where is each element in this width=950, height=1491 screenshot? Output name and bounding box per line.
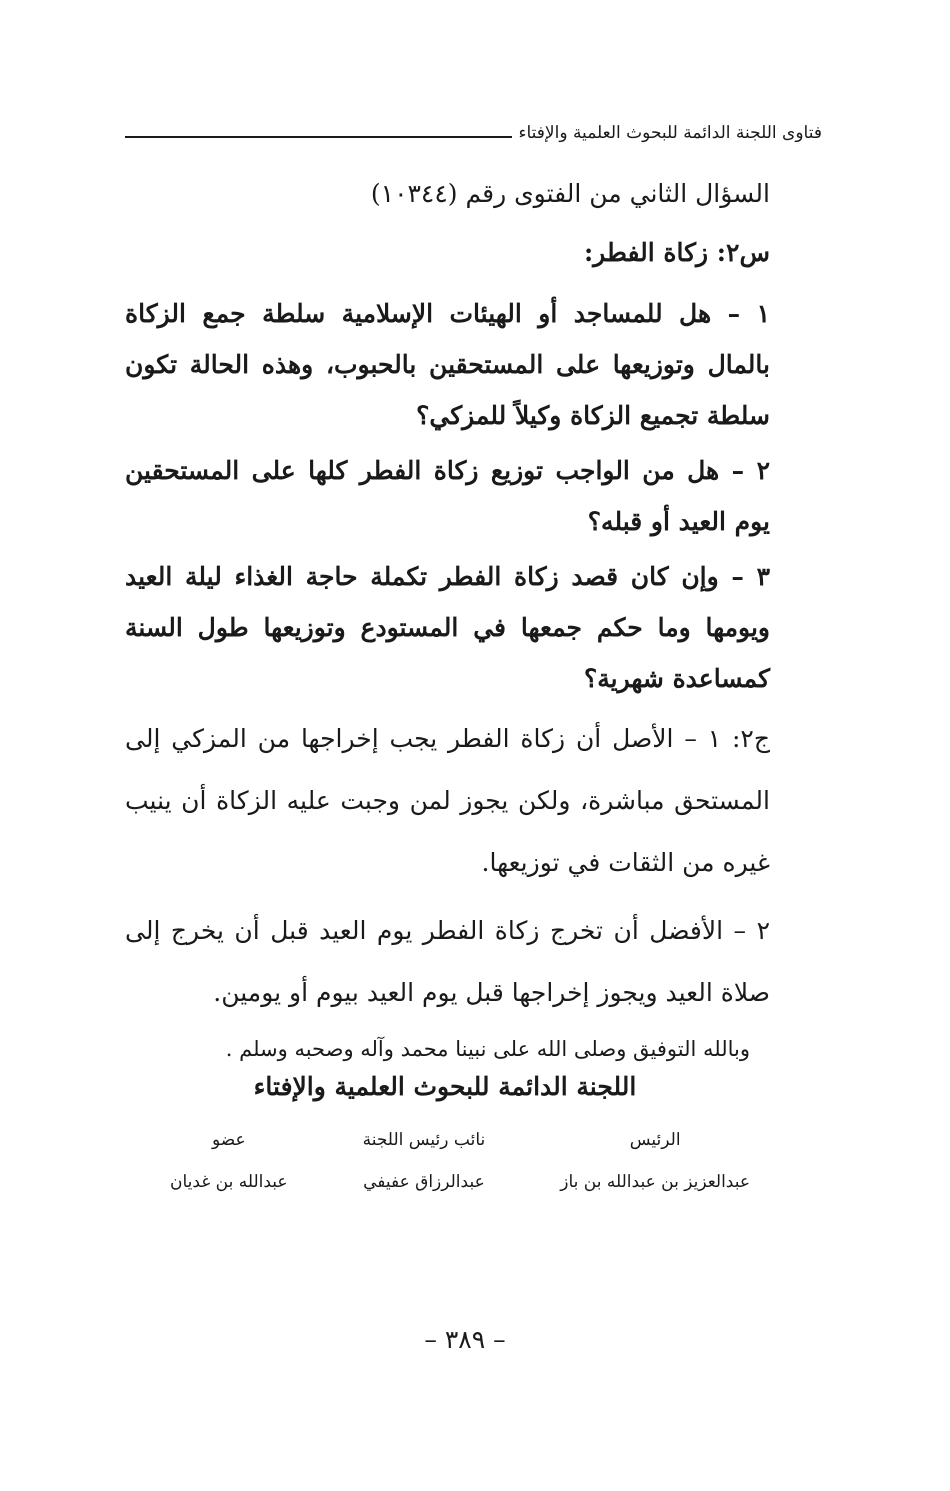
signature-member xyxy=(170,1130,288,1192)
fatwa-body xyxy=(125,168,770,1074)
answer-block xyxy=(125,708,770,1024)
answer-2: ٢ – الأفضل أن تخرج زكاة الفطر يوم العيد قبل أن يخرج إلى صلاة العيد ويجوز إخراجها قبل يوم العيد بيوم أو يومين. xyxy=(125,916,770,1007)
question-2: ٢ – هل من الواجب توزيع زكاة الفطر كلها على المستحقين يوم العيد أو قبله؟ xyxy=(125,456,770,536)
signature-role: الرئيس xyxy=(629,1130,681,1150)
header-rule xyxy=(125,136,512,138)
signature-role: نائب رئيس اللجنة xyxy=(362,1130,486,1150)
page-number: – ٣٨٩ – xyxy=(424,1325,506,1354)
signature-president xyxy=(560,1130,750,1192)
signature-name: عبدالله بن غديان xyxy=(170,1172,288,1192)
header-title: فتاوى اللجنة الدائمة للبحوث العلمية والإفتاء xyxy=(518,123,822,143)
fatwa-intro: السؤال الثاني من الفتوى رقم (١٠٣٤٤) xyxy=(370,179,770,208)
running-header xyxy=(125,112,822,142)
answer-1: ج٢: ١ – الأصل أن زكاة الفطر يجب إخراجها من المزكي إلى المستحق مباشرة، ولكن يجوز لمن وجبت عليه الزكاة أن ينيب غيره من الثقات في توزيعها. xyxy=(125,724,770,877)
signatures xyxy=(170,1130,750,1192)
question-heading: س٢: زكاة الفطر: xyxy=(583,238,770,267)
committee-name: اللجنة الدائمة للبحوث العلمية والإفتاء xyxy=(253,1072,637,1101)
signature-name: عبدالعزيز بن عبدالله بن باز xyxy=(560,1172,750,1192)
question-1: ١ – هل للمساجد أو الهيئات الإسلامية سلطة جمع الزكاة بالمال وتوزيعها على المستحقين بالحبوب، وهذه الحالة تكون سلطة تجميع الزكاة وكيلاً للمزكي؟ xyxy=(125,299,770,430)
signature-name: عبدالرزاق عفيفي xyxy=(363,1172,485,1192)
closing-line: وبالله التوفيق وصلى الله على نبينا محمد وآله وصحبه وسلم . xyxy=(225,1037,750,1061)
signature-vice-president xyxy=(363,1130,486,1192)
question-3: ٣ – وإن كان قصد زكاة الفطر تكملة حاجة الغذاء ليلة العيد ويومها وما حكم جمعها في المستودع وتوزيعها طول السنة كمساعدة شهرية؟ xyxy=(125,562,770,693)
signature-role: عضو xyxy=(211,1130,246,1150)
